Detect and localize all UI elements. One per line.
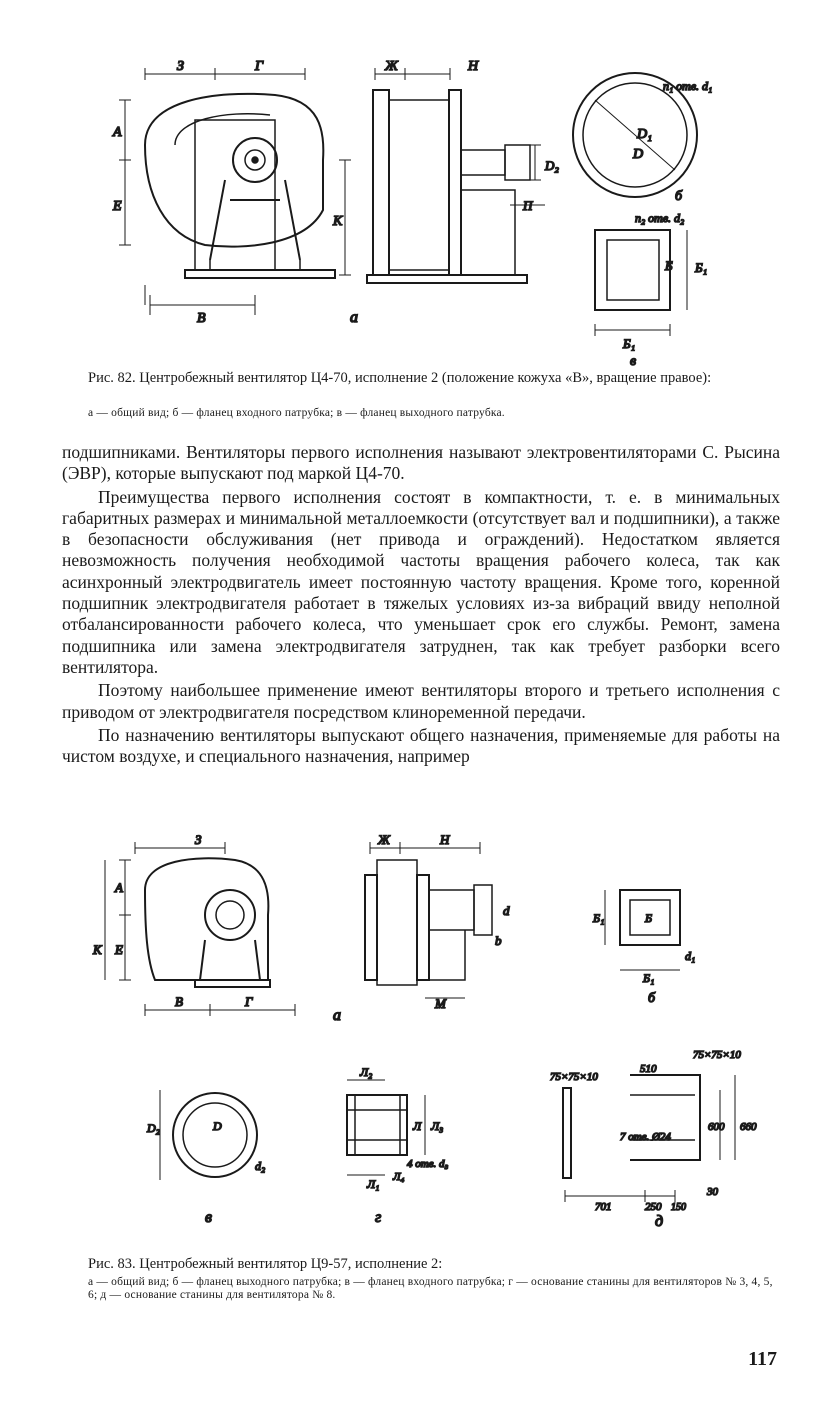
fig83-label-l1: Л₁ [367, 1177, 380, 1191]
fig83-label-d: d [503, 903, 510, 918]
fig83-inlet-flange [160, 1090, 257, 1180]
fig82-label-b: Б [665, 258, 673, 273]
fig82-label-p: П [523, 198, 533, 213]
fig83-label-30: 30 [707, 1186, 718, 1198]
fig82-label-d: D [633, 147, 644, 162]
paragraph-2: Преимущества первого исполнения состоят в компактности, т. е. в минимальных габаритных размерах и минимальной металлоемкости (отсутствует вал и подшипники), а также в безопасности обслуживания (нет привода и ограждений). Недостатком является невозможность получения необходимой частоты вращения рабочего колеса, так как асинхронный электродвигатель имеет постоянную частоту вращения. Кроме того, коренной подшипник электродвигателя работает в тяжелых условиях из-за вибраций ввиду неполной отбалансированности рабочего колеса, что уменьшает срок его службы. Ремонт, замена подшипника или замена электродвигателя затруднен, так как требует разборки всего вентилятора. [62, 486, 780, 677]
fig83-sub-v: в [205, 1209, 212, 1226]
fig82-label-n2: n₂ отв. d₂ [635, 211, 685, 225]
fig83-label-g: Г [245, 994, 253, 1009]
fig83-label-b1-bottom: Б₁ [643, 971, 655, 985]
fig82-caption-sub: а — общий вид; б — фланец входного патрубка; в — фланец выходного патрубка. [88, 407, 505, 419]
fig83-label-b: Б [645, 911, 653, 925]
fig82-label-b1: Б₁ [695, 260, 708, 275]
fig83-sub-d: д [655, 1213, 664, 1230]
paragraph-3: Поэтому наибольшее применение имеют вентиляторы второго и третьего исполнения с приводом от электродвигателя посредством клиноременной передачи. [62, 680, 780, 722]
body-text [62, 442, 780, 767]
fig83-label-150: 150 [671, 1202, 686, 1213]
fig83-label-b1: Б₁ [593, 911, 605, 925]
fig82-label-n1: n₁ отв. d₁ [663, 79, 713, 93]
fig83-caption: Рис. 83. Центробежный вентилятор Ц9-57, исполнение 2: [88, 1256, 443, 1272]
fig83-label-l3: Л₃ [431, 1119, 444, 1133]
fig83-label-holes24: 7 отв. Ø24 [620, 1131, 671, 1143]
fig83-label-angle-l: 75×75×10 [550, 1071, 598, 1083]
fig83-label-holes3: 4 отв. d₃ [407, 1158, 449, 1170]
fig82-label-z: З [177, 60, 184, 74]
fig82-front-view [367, 68, 545, 283]
fig83-label-l: Л [413, 1119, 422, 1133]
fig83-label-v: В [175, 994, 183, 1009]
fig83-sub-g: г [375, 1209, 382, 1226]
fig82-sub-v: в [630, 354, 637, 369]
fig83-label-l2: Л₂ [360, 1065, 373, 1079]
fig82-label-k: К [333, 214, 343, 229]
fig82-label-v: В [197, 311, 206, 326]
fig83-label-D: D [213, 1119, 222, 1133]
fig83-label-zh: Ж [378, 832, 390, 847]
fig82-label-b1-bottom: Б₁ [623, 336, 636, 351]
fig82-sub-a: а [350, 309, 358, 326]
fig83-label-e: Е [115, 942, 123, 957]
fig83-label-m: М [435, 996, 446, 1011]
fig82-label-zh: Ж [385, 60, 398, 74]
fig83-label-l4: Л₄ [393, 1171, 405, 1183]
fig82-label-a: А [113, 125, 122, 140]
fig83-label-k: К [93, 942, 102, 957]
fig83-side-view [105, 842, 295, 1016]
fig83-label-250: 250 [645, 1201, 662, 1213]
fig82-label-e: Е [113, 199, 122, 214]
fig83-front-view [365, 842, 492, 998]
fig82-label-n: Н [468, 60, 479, 74]
fig83-label-510: 510 [640, 1063, 657, 1075]
fig83-label-z: З [195, 832, 202, 847]
fig83-label-660: 660 [740, 1121, 757, 1133]
fig83-label-a: А [115, 880, 123, 895]
fig83-label-701: 701 [595, 1201, 612, 1213]
fig83-sub-a: а [333, 1007, 341, 1024]
fig83-caption-sub: а — общий вид; б — фланец выходного патрубка; в — фланец входного патрубка; г — основание станины для вентиляторов № 3, 4, 5, 6; д — основание станины для вентилятора № 8. [88, 1276, 773, 1301]
fig83-label-angle-r: 75×75×10 [693, 1049, 741, 1061]
fig83-label-b: b [495, 933, 502, 948]
fig82-label-d2: D₂ [545, 158, 559, 173]
fig82-outlet-flange [595, 230, 687, 336]
fig82-side-view [119, 68, 351, 315]
paragraph-4: По назначению вентиляторы выпускают общего назначения, применяемые для работы на чистом воздухе, и специального назначения, например [62, 724, 780, 767]
fig82-label-g: Г [255, 60, 263, 74]
fig83-label-n: Н [440, 832, 450, 847]
fig83-outlet-flange [605, 890, 680, 970]
fig83-sub-b: б [648, 991, 656, 1006]
figure-82 [105, 60, 745, 370]
fig82-sub-b: б [675, 189, 683, 204]
fig82-label-d1: D₁ [637, 127, 652, 142]
fig83-label-d1: d₁ [685, 949, 696, 963]
paragraph-1: подшипниками. Вентиляторы первого исполнения называют электровентиляторами С. Рысина (ЭВР), которые выпускают под маркой Ц4-70. [62, 442, 780, 484]
figure-83 [85, 830, 765, 1240]
fig82-caption: Рис. 82. Центробежный вентилятор Ц4-70, исполнение 2 (положение кожуха «В», вращение правое): [88, 370, 712, 386]
fig83-label-d2: d₂ [255, 1159, 266, 1173]
fig83-label-D2: D₂ [147, 1121, 160, 1135]
page-number: 117 [748, 1348, 777, 1370]
fig83-label-600: 600 [708, 1121, 725, 1133]
